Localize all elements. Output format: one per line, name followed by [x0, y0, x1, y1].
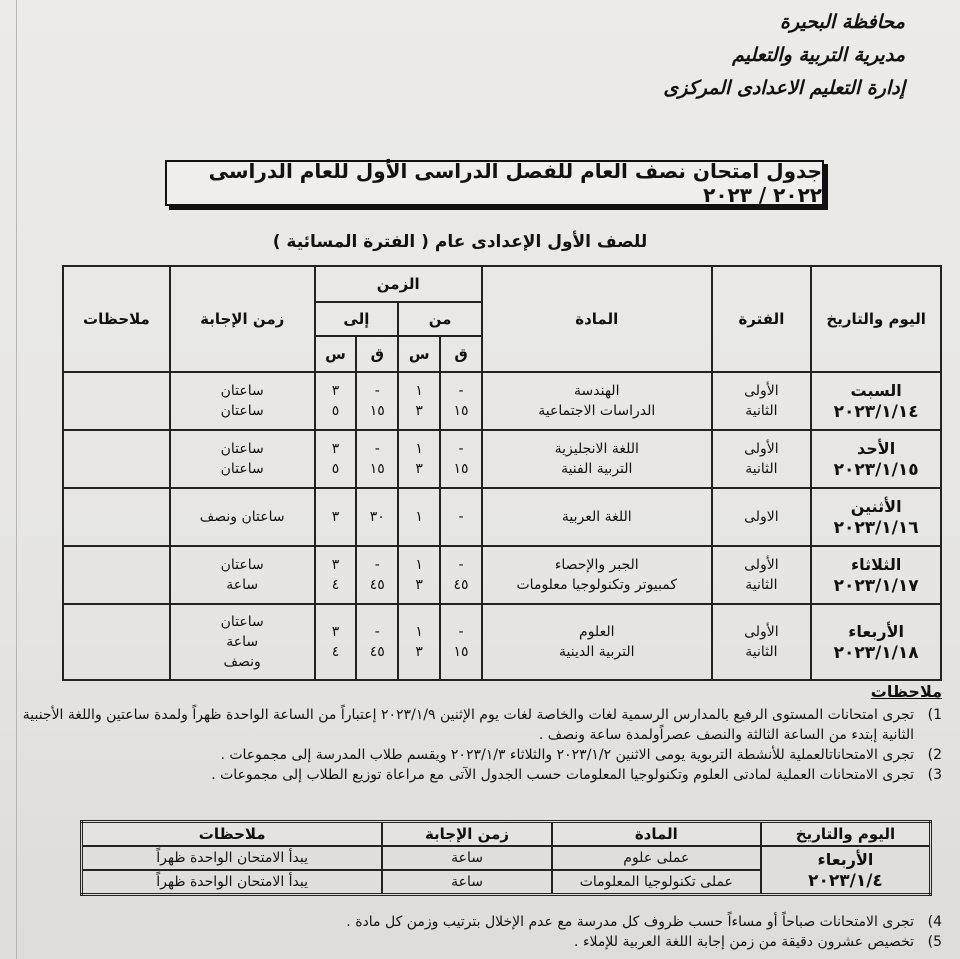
header-time: الزمن: [315, 266, 482, 302]
period: الثانية: [745, 577, 778, 593]
from-minutes: -: [458, 441, 464, 457]
header-subject: المادة: [482, 266, 712, 372]
note-text: تجرى امتحانات المستوى الرفيع بالمدارس الرسمية لغات والخاصة لغات يوم الإثنين ٢٠٢٣/١/٩ إعتباراً من الساعة الواحدة ظهراً ولمدة ساعتين واللغة الأجنبية الثانية إبتدء من الساعة الثالثة والنصف عصراًولمدة ساعة ونصف .: [22, 707, 914, 743]
to-minutes-cell: [356, 604, 398, 680]
prac-subject: عملى علوم: [552, 846, 761, 870]
answer-time-cell: [170, 488, 315, 546]
notes-cell: [63, 546, 170, 604]
prac-note: يبدأ الامتحان الواحدة ظهراً: [82, 870, 383, 895]
header-notes: ملاحظات: [63, 266, 170, 372]
answer-time: ساعتان ونصف: [199, 509, 285, 525]
prac-answer-time: ساعة: [382, 846, 551, 870]
from-hours-cell: [398, 488, 440, 546]
answer-time: ساعتان: [220, 441, 264, 457]
note-number: 5): [927, 934, 942, 950]
to-hours: ٣: [331, 509, 340, 525]
header-from-s: س: [398, 336, 440, 372]
answer-time-cell: [170, 430, 315, 488]
to-minutes: -: [374, 624, 380, 640]
subject: الجبر والإحصاء: [554, 557, 639, 573]
notes-cell: [63, 430, 170, 488]
period: الاولى: [744, 509, 779, 525]
answer-time: ساعتان: [220, 557, 264, 573]
prac-header-notes: ملاحظات: [82, 822, 383, 847]
exam-date: ٢٠٢٣/١/١٧: [833, 576, 919, 596]
from-hours: ١: [415, 557, 423, 573]
answer-time: ساعتان: [220, 383, 264, 399]
note-text: تجرى الامتحانات العملية لمادتى العلوم وتكنولوجيا المعلومات حسب الجدول الآتى مع مراعاة توزيع الطلاب إلى مجموعات .: [211, 767, 914, 783]
subject: التربية الدينية: [558, 644, 635, 660]
answer-time: ساعتان: [220, 461, 264, 477]
schedule-row: [63, 488, 941, 546]
header-answer-time: زمن الإجابة: [170, 266, 315, 372]
day-date-cell: [811, 430, 941, 488]
prac-subject: عملى تكنولوجيا المعلومات: [552, 870, 761, 895]
from-hours-cell: [398, 372, 440, 430]
from-hours: ٣: [415, 577, 423, 593]
from-hours: ٣: [415, 461, 423, 477]
header-to: إلى: [315, 302, 399, 336]
period-cell: [712, 372, 812, 430]
note-item: [22, 912, 942, 932]
note-text: تجرى الامتحانات صباحاً أو مساءاً حسب ظروف كل مدرسة مع عدم الإخلال بترتيب وزمن كل مادة .: [346, 914, 914, 930]
to-minutes: -: [374, 383, 380, 399]
to-minutes: ٤٥: [369, 644, 385, 660]
exam-date: ٢٠٢٣/١/١٨: [833, 643, 919, 663]
to-minutes: -: [374, 557, 380, 573]
answer-time: ونصف: [223, 654, 261, 670]
prac-header-answer-time: زمن الإجابة: [382, 822, 551, 847]
header-to-s: س: [315, 336, 357, 372]
note-item: [22, 745, 942, 765]
from-minutes: ٤٥: [453, 577, 469, 593]
prac-answer-time: ساعة: [382, 870, 551, 895]
subject: التربية الفنية: [561, 461, 633, 477]
from-minutes: -: [458, 509, 464, 525]
period-cell: [712, 546, 812, 604]
to-hours: ٣: [331, 624, 340, 640]
header-to-q: ق: [356, 336, 398, 372]
note-number: 4): [927, 914, 942, 930]
to-minutes: ٤٥: [369, 577, 385, 593]
exam-date: ٢٠٢٣/١/١٥: [833, 460, 919, 480]
day-name: الأحد: [857, 439, 896, 458]
to-minutes-cell: [356, 546, 398, 604]
header-period: الفترة: [712, 266, 812, 372]
prac-day-date-cell: [761, 846, 931, 895]
to-hours: ٣: [331, 383, 340, 399]
subject-cell: [482, 488, 712, 546]
from-minutes: ١٥: [453, 403, 469, 419]
schedule-row: [63, 546, 941, 604]
from-hours-cell: [398, 546, 440, 604]
note-number: 3): [927, 767, 942, 783]
subject: الهندسة: [574, 383, 620, 399]
prac-day: الأربعاء: [817, 850, 874, 869]
notes-cell: [63, 372, 170, 430]
to-hours: ٥: [331, 461, 340, 477]
period-cell: [712, 488, 812, 546]
from-hours-cell: [398, 430, 440, 488]
subject-cell: [482, 546, 712, 604]
to-hours-cell: [315, 372, 357, 430]
to-hours: ٤: [331, 577, 340, 593]
directorate-line: مديرية التربية والتعليم: [732, 44, 905, 66]
note-item: [22, 932, 942, 952]
answer-time: ساعتان: [220, 614, 264, 630]
page-edge: [16, 0, 17, 959]
answer-time: ساعتان: [220, 403, 264, 419]
exam-date: ٢٠٢٣/١/١٤: [833, 402, 919, 422]
prac-header-day-date: اليوم والتاريخ: [761, 822, 931, 847]
to-hours: ٣: [331, 441, 340, 457]
notes-cell: [63, 604, 170, 680]
practical-exams-table: [80, 820, 932, 896]
notes-list-2: [22, 912, 942, 952]
prac-date: ٢٠٢٣/١/٤: [808, 871, 883, 891]
from-minutes: -: [458, 383, 464, 399]
answer-time-cell: [170, 372, 315, 430]
note-text: تخصيص عشرون دقيقة من زمن إجابة اللغة العربية للإملاء .: [574, 934, 914, 950]
period: الثانية: [745, 461, 778, 477]
period-cell: [712, 604, 812, 680]
period: الأولى: [744, 557, 779, 573]
schedule-row: [63, 430, 941, 488]
subject-cell: [482, 604, 712, 680]
to-hours-cell: [315, 604, 357, 680]
title-text: جدول امتحان نصف العام للفصل الدراسى الأول للعام الدراسى ٢٠٢٢ / ٢٠٢٣: [208, 159, 822, 207]
from-minutes-cell: [440, 546, 482, 604]
from-hours: ٣: [415, 644, 423, 660]
day-date-cell: [811, 604, 941, 680]
from-hours-cell: [398, 604, 440, 680]
from-minutes-cell: [440, 604, 482, 680]
prac-header-subject: المادة: [552, 822, 761, 847]
to-hours-cell: [315, 546, 357, 604]
to-minutes: ٣٠: [369, 509, 385, 525]
note-number: 1): [927, 707, 942, 723]
day-date-cell: [811, 372, 941, 430]
to-hours-cell: [315, 488, 357, 546]
notes-heading: ملاحظات: [870, 682, 942, 701]
header-day-date: اليوم والتاريخ: [811, 266, 941, 372]
from-minutes: ١٥: [453, 461, 469, 477]
governorate-line: محافظة البحيرة: [780, 11, 905, 33]
day-date-cell: [811, 488, 941, 546]
to-minutes-cell: [356, 430, 398, 488]
from-hours: ١: [415, 509, 423, 525]
from-minutes: ١٥: [453, 644, 469, 660]
period: الأولى: [744, 441, 779, 457]
from-minutes-cell: [440, 372, 482, 430]
subject: اللغة الانجليزية: [554, 441, 639, 457]
from-hours: ٣: [415, 403, 423, 419]
administration-line: إدارة التعليم الاعدادى المركزى: [663, 77, 905, 99]
answer-time-cell: [170, 604, 315, 680]
exam-date: ٢٠٢٣/١/١٦: [833, 518, 919, 538]
from-minutes: -: [458, 557, 464, 573]
period: الثانية: [745, 644, 778, 660]
note-number: 2): [927, 747, 942, 763]
subtitle: للصف الأول الإعدادى عام ( الفترة المسائية ): [272, 232, 648, 252]
day-name: الأثنين: [850, 497, 902, 516]
subject: الدراسات الاجتماعية: [538, 403, 656, 419]
answer-time: ساعة: [226, 634, 259, 650]
subject: كمبيوتر وتكنولوجيا معلومات: [516, 577, 678, 593]
schedule-row: [63, 604, 941, 680]
answer-time-cell: [170, 546, 315, 604]
notes-list: [22, 705, 942, 785]
period: الأولى: [744, 624, 779, 640]
note-item: [22, 705, 942, 745]
from-minutes: -: [458, 624, 464, 640]
to-hours: ٥: [331, 403, 340, 419]
subject-cell: [482, 430, 712, 488]
day-name: السبت: [850, 381, 902, 400]
from-hours: ١: [415, 383, 423, 399]
note-item: [22, 765, 942, 785]
day-name: الثلاثاء: [850, 555, 902, 574]
to-minutes: ١٥: [369, 403, 385, 419]
subject: العلوم: [579, 624, 615, 640]
subject: اللغة العربية: [561, 509, 632, 525]
to-minutes-cell: [356, 488, 398, 546]
letterhead: [663, 6, 905, 105]
period-cell: [712, 430, 812, 488]
note-text: تجرى الامتحاناتالعملية للأنشطة التربوية يومى الاثنين ٢٠٢٣/١/٢ والثلاثاء ٢٠٢٣/١/٣ ويقسم طلاب المدرسة إلى مجموعات .: [220, 747, 914, 763]
to-hours-cell: [315, 430, 357, 488]
from-minutes-cell: [440, 488, 482, 546]
to-minutes-cell: [356, 372, 398, 430]
notes-cell: [63, 488, 170, 546]
from-hours: ١: [415, 441, 423, 457]
schedule-row: [63, 372, 941, 430]
answer-time: ساعة: [226, 577, 259, 593]
prac-note: يبدأ الامتحان الواحدة ظهراً: [82, 846, 383, 870]
from-minutes-cell: [440, 430, 482, 488]
exam-schedule-table: [62, 265, 942, 681]
to-minutes: -: [374, 441, 380, 457]
period: الأولى: [744, 383, 779, 399]
period: الثانية: [745, 403, 778, 419]
to-minutes: ١٥: [369, 461, 385, 477]
day-name: الأربعاء: [848, 622, 905, 641]
header-from: من: [398, 302, 482, 336]
from-hours: ١: [415, 624, 423, 640]
page-title: [165, 160, 824, 206]
day-date-cell: [811, 546, 941, 604]
subject-cell: [482, 372, 712, 430]
to-hours: ٣: [331, 557, 340, 573]
to-hours: ٤: [331, 644, 340, 660]
header-from-q: ق: [440, 336, 482, 372]
